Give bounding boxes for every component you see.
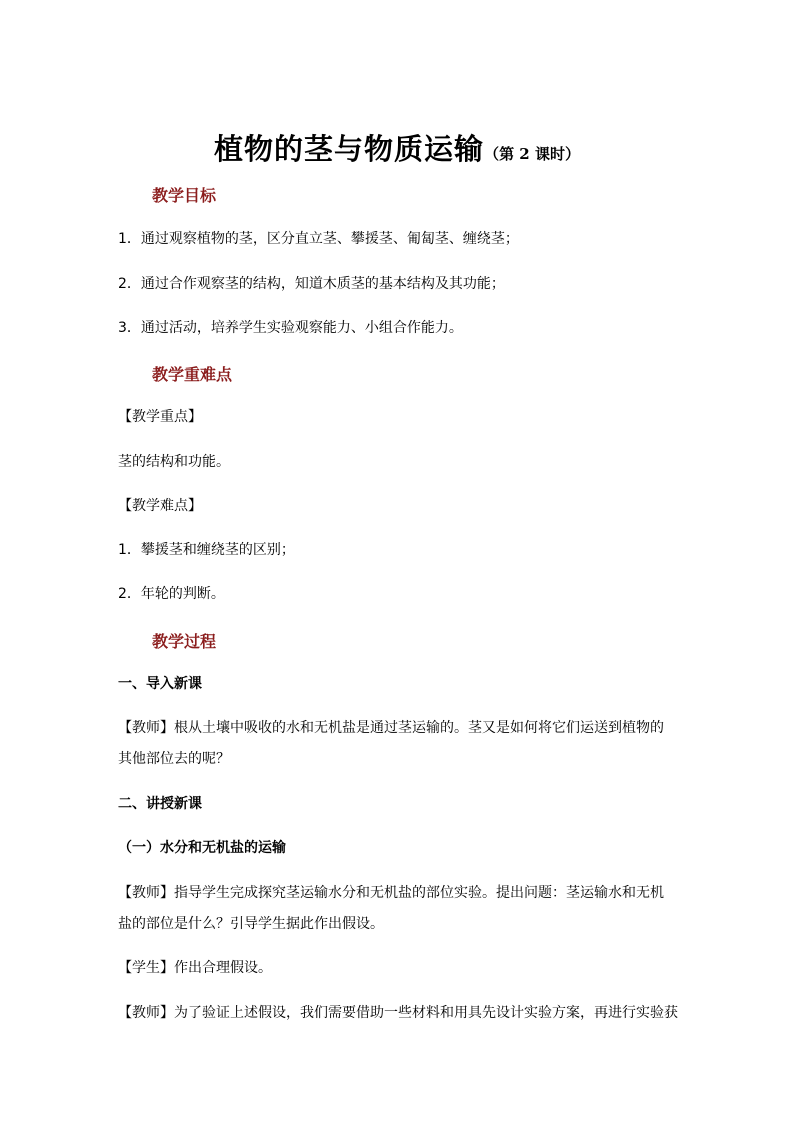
difficult-point-item: 1．攀援茎和缠绕茎的区别；: [118, 542, 295, 558]
objective-item: 1．通过观察植物的茎，区分直立茎、攀援茎、匍匐茎、缠绕茎；: [118, 231, 519, 247]
section-heading-key-points: 教学重难点: [152, 365, 233, 384]
title-main: 植物的茎与物质运输: [214, 132, 485, 166]
subsection-heading: （一）水分和无机盐的运输: [118, 840, 286, 856]
page-title: [0, 127, 794, 168]
key-point-label: 【教学重点】: [118, 409, 202, 425]
section-heading-process: 教学过程: [152, 632, 217, 651]
paragraph-line: 【教师】根从土壤中吸收的水和无机盐是通过茎运输的。茎又是如何将它们运送到植物的: [118, 720, 664, 736]
objective-item: 2．通过合作观察茎的结构，知道木质茎的基本结构及其功能；: [118, 276, 505, 292]
part-heading-intro: 一、导入新课: [118, 676, 202, 692]
title-lesson-number: （第 2 课时）: [484, 145, 580, 163]
paragraph-line: 【学生】作出合理假设。: [118, 960, 272, 976]
difficult-point-item: 2．年轮的判断。: [118, 586, 225, 602]
paragraph-line: 其他部位去的呢？: [118, 751, 230, 767]
paragraph-line: 盐的部位是什么？引导学生据此作出假设。: [118, 916, 384, 932]
paragraph-line: 【教师】指导学生完成探究茎运输水分和无机盐的部位实验。提出问题：茎运输水和无机: [118, 885, 664, 901]
objective-item: 3．通过活动，培养学生实验观察能力、小组合作能力。: [118, 320, 463, 336]
part-heading-new-lesson: 二、讲授新课: [118, 796, 202, 812]
paragraph-line: 【教师】为了验证上述假设，我们需要借助一些材料和用具先设计实验方案，再进行实验获: [118, 1005, 678, 1021]
section-heading-objectives: 教学目标: [152, 186, 217, 205]
key-point-text: 茎的结构和功能。: [118, 454, 230, 470]
difficult-point-label: 【教学难点】: [118, 498, 202, 514]
